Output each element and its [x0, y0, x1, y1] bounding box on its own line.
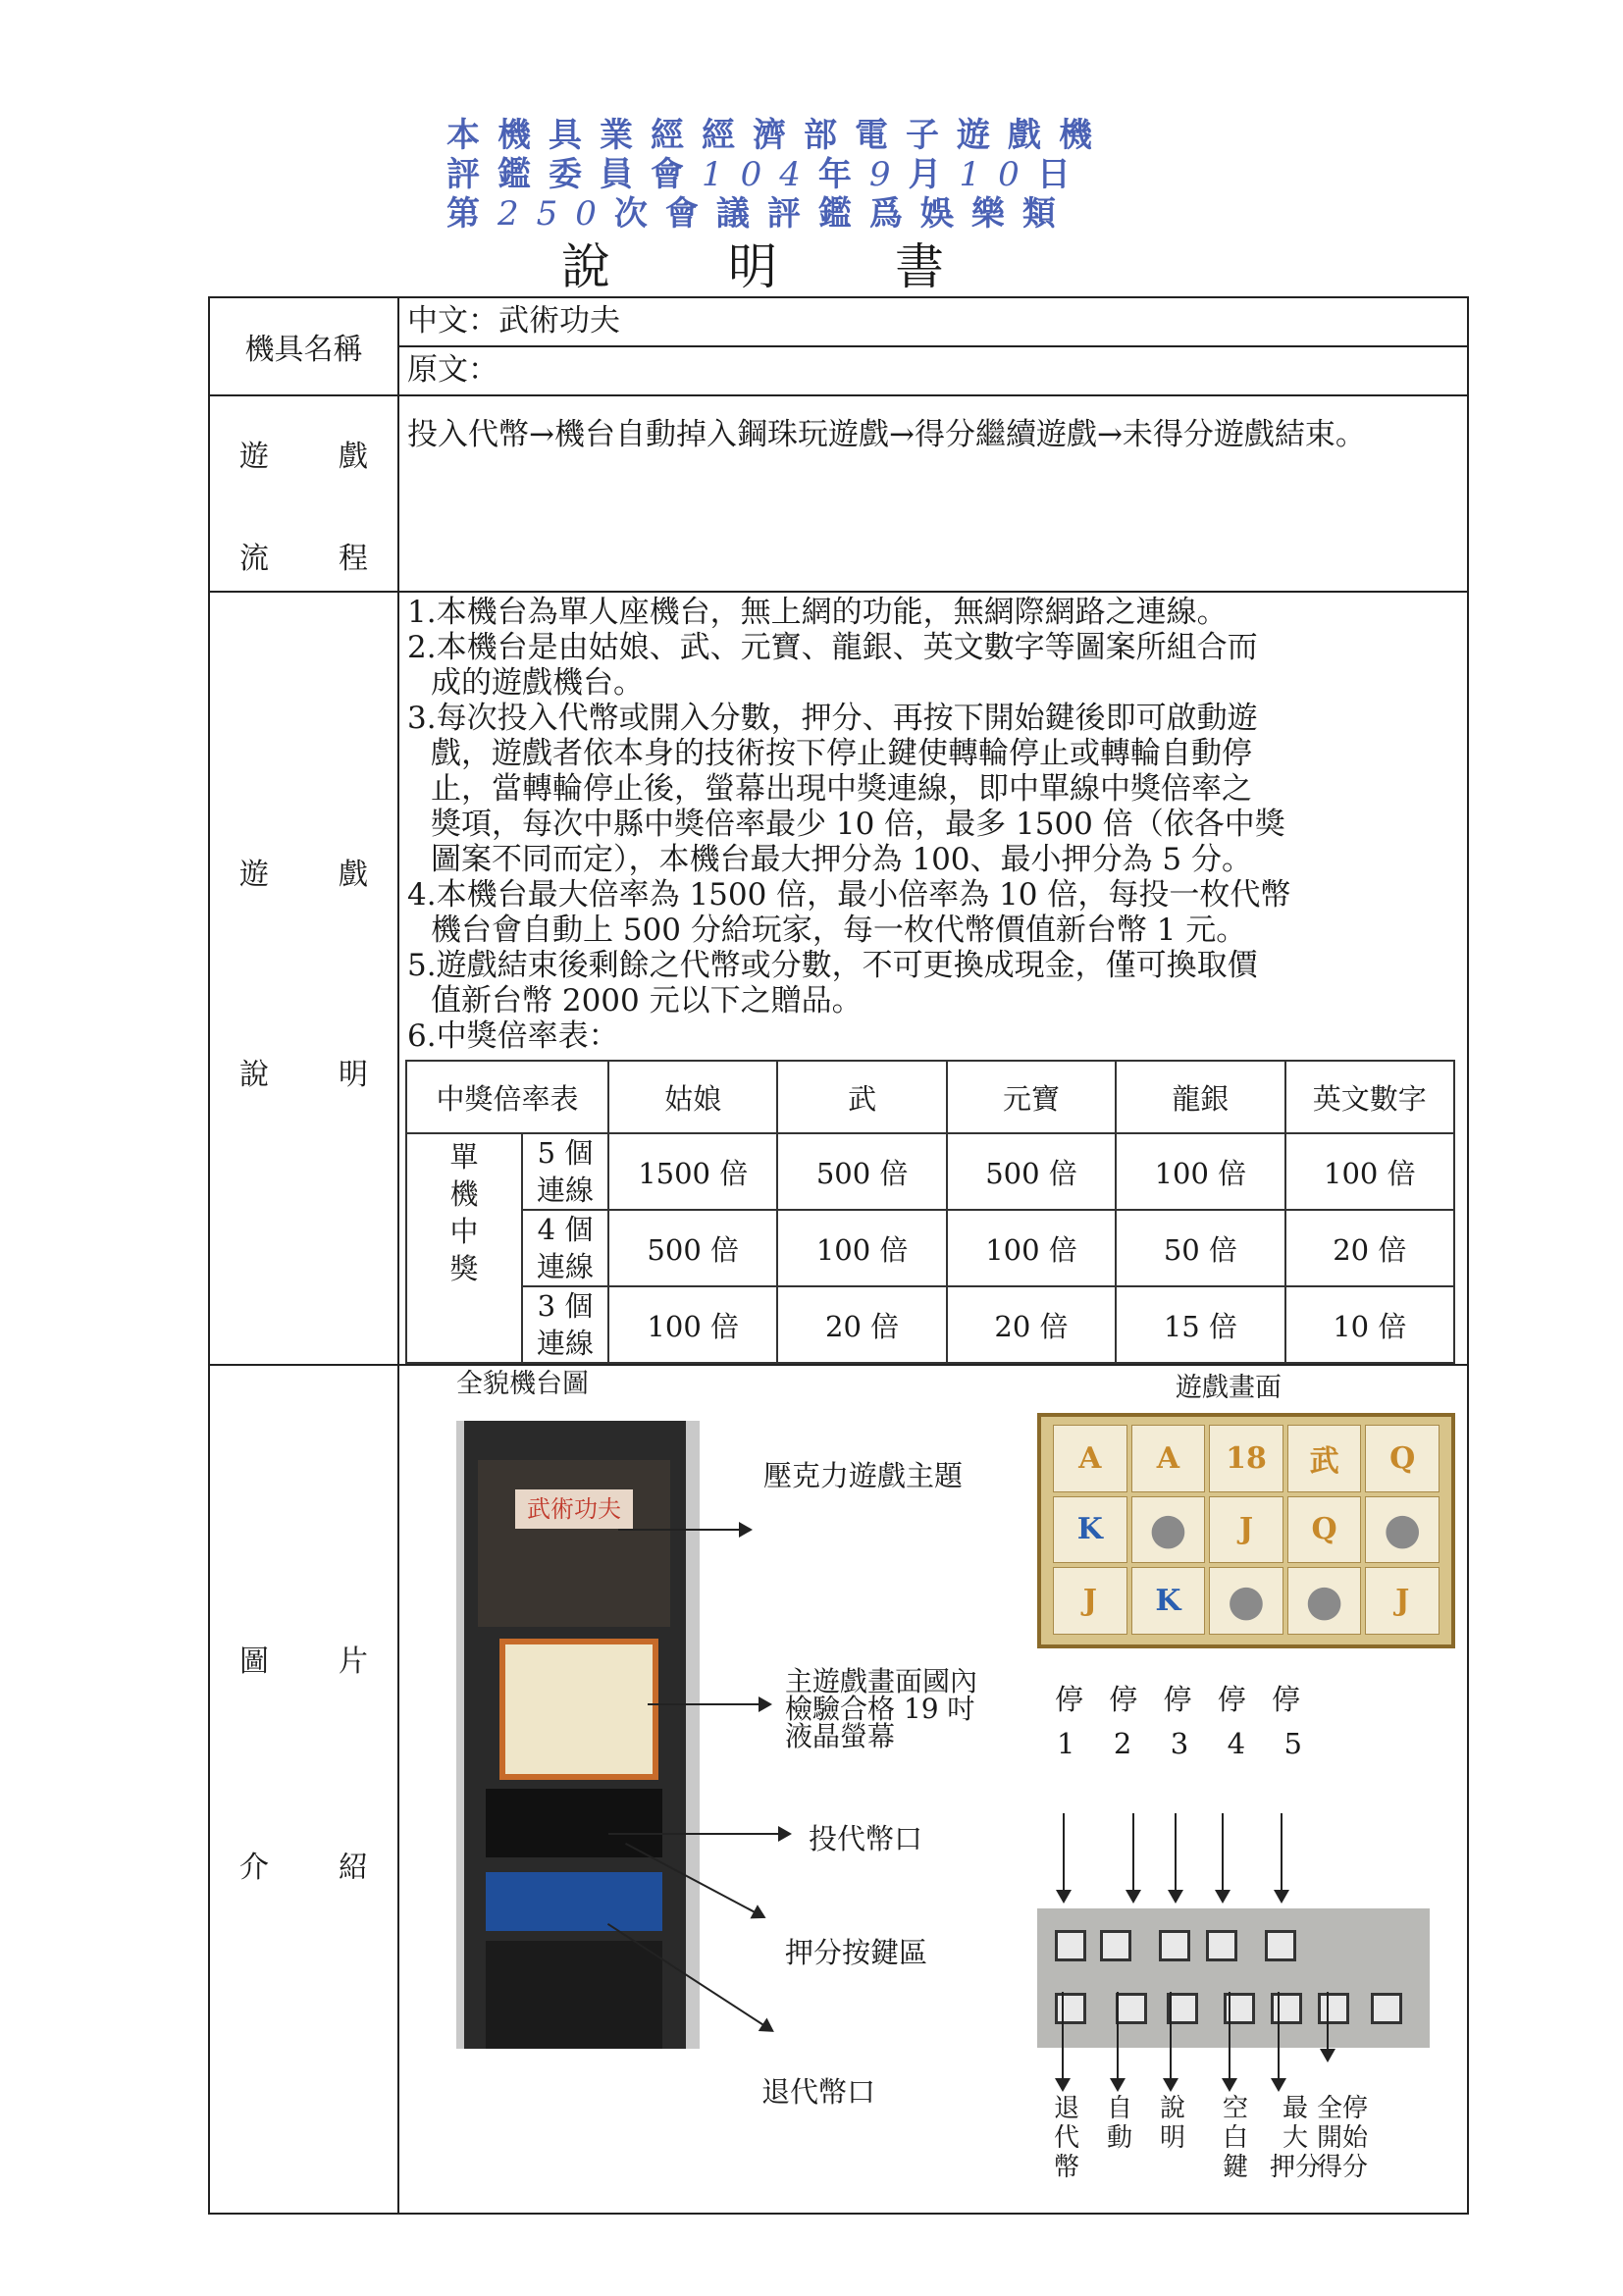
explain-item: 1.本機台為單人座機台，無上網的功能，無網際網路之連線。 — [407, 595, 1228, 630]
explain-item: 2.本機台是由姑娘、武、元寶、龍銀、英文數字等圖案所組合而 — [407, 630, 1258, 665]
pictures-label-cell — [209, 1365, 398, 2214]
flow-cell — [398, 395, 1468, 592]
button-arrow — [1117, 1992, 1119, 2090]
odds-cell: 20 倍 — [947, 1286, 1116, 1363]
original-name-cell — [398, 346, 1468, 395]
reel-symbol: J — [1053, 1567, 1127, 1635]
odds-header-col: 龍銀 — [1116, 1061, 1284, 1133]
reel-symbol: Q — [1287, 1496, 1362, 1564]
button-arrow — [1229, 1992, 1230, 2090]
odds-cell: 100 倍 — [947, 1210, 1116, 1286]
explain-list — [399, 593, 1467, 1054]
callout-coin-in: 投代幣口 — [809, 1822, 923, 1855]
explain-item: 4.本機台最大倍率為 1500 倍，最小倍率為 10 倍，每投一枚代幣 — [407, 877, 1291, 913]
machine-button — [1206, 1930, 1237, 1961]
stop-arrow — [1063, 1813, 1065, 1902]
reel-grid — [1053, 1425, 1440, 1635]
button-label: 自 動 — [1106, 2094, 1132, 2153]
machine-button — [1371, 1993, 1402, 2024]
explain-label-cell — [209, 592, 398, 1365]
machine-button — [1271, 1993, 1302, 2024]
cabinet-screen — [499, 1639, 658, 1780]
odds-header-col: 武 — [777, 1061, 946, 1133]
callout-screen: 主遊戲畫面國內 檢驗合格 19 吋 液晶螢幕 — [785, 1665, 978, 1752]
stamp-month: 9 — [868, 155, 909, 194]
button-panel-photo — [1037, 1908, 1430, 2048]
machine-name-label-cell — [209, 297, 398, 395]
explain-item: 戲，遊戲者依本身的技術按下停止鍵使轉輪停止或轉輪自動停 — [431, 736, 1252, 771]
odds-cell: 100 倍 — [1285, 1133, 1454, 1210]
stamp-line-3: 第250次會議評鑑爲娛樂類 — [446, 194, 1073, 234]
reel-symbol: K — [1053, 1496, 1127, 1564]
reel-symbol: 18 — [1209, 1425, 1283, 1492]
caption-game-screen: 遊戲畫面 — [1176, 1373, 1282, 1403]
odds-header-title: 中獎倍率表 — [406, 1061, 608, 1133]
explain-item: 獎項，每次中縣中獎倍率最少 10 倍，最多 1500 倍（依各中獎 — [431, 807, 1285, 842]
odds-header-col: 姑娘 — [608, 1061, 777, 1133]
odds-cell: 500 倍 — [947, 1133, 1116, 1210]
explain-item: 成的遊戲機台。 — [431, 665, 644, 701]
stamp-day: 10 — [959, 155, 1037, 194]
odds-cell: 15 倍 — [1116, 1286, 1284, 1363]
button-arrow — [1170, 1992, 1172, 2090]
stamp-meeting-number: 250 — [497, 194, 614, 234]
explain-cell — [398, 592, 1468, 1365]
stop-arrow — [1281, 1813, 1283, 1902]
odds-row-label: 5 個 連線 — [522, 1133, 608, 1210]
callout-arrow — [608, 1833, 790, 1835]
stamp-year: 104 — [702, 155, 818, 194]
button-label: 最 大 押分 — [1269, 2094, 1321, 2182]
reel-symbol: K — [1131, 1567, 1206, 1635]
explain-label-top: 遊 戲 — [239, 858, 368, 892]
callout-arrow — [648, 1703, 770, 1705]
odds-cell: 500 倍 — [777, 1133, 946, 1210]
machine-button — [1159, 1930, 1190, 1961]
odds-table — [405, 1060, 1455, 1364]
button-arrow — [1062, 1992, 1064, 2090]
chinese-name: 中文：武術功夫 — [407, 303, 620, 339]
odds-header-col: 元寶 — [947, 1061, 1116, 1133]
machine-button — [1265, 1930, 1296, 1961]
odds-cell: 1500 倍 — [608, 1133, 777, 1210]
button-arrow — [1327, 1992, 1329, 2061]
button-arrow — [1278, 1992, 1280, 2090]
explain-item: 圖案不同而定），本機台最大押分為 100、最小押分為 5 分。 — [431, 842, 1252, 877]
explain-item: 機台會自動上 500 分給玩家，每一枚代幣價值新台幣 1 元。 — [431, 913, 1247, 948]
odds-cell: 100 倍 — [608, 1286, 777, 1363]
odds-row-label: 3 個 連線 — [522, 1286, 608, 1363]
odds-cell: 10 倍 — [1285, 1286, 1454, 1363]
cabinet-photo — [456, 1421, 700, 2049]
button-label: 說 明 — [1159, 2094, 1185, 2153]
stop-arrow — [1175, 1813, 1177, 1902]
machine-name-label: 機具名稱 — [244, 333, 363, 367]
odds-cell: 100 倍 — [1116, 1133, 1284, 1210]
chinese-name-cell — [398, 297, 1468, 346]
approval-stamp — [446, 116, 1153, 234]
explain-item: 5.遊戲結束後剩餘之代幣或分數，不可更換成現金，僅可換取價 — [407, 948, 1258, 983]
reel-symbol: Q — [1365, 1425, 1440, 1492]
stop-arrow — [1132, 1813, 1134, 1902]
flow-label-cell — [209, 395, 398, 592]
odds-cell: 50 倍 — [1116, 1210, 1284, 1286]
explain-item: 3.每次投入代幣或開入分數，押分、再按下開始鍵後即可啟動遊 — [407, 701, 1258, 736]
callout-arrow — [618, 1529, 751, 1531]
button-label: 全停 開始 得分 — [1316, 2094, 1368, 2182]
odds-cell: 20 倍 — [1285, 1210, 1454, 1286]
callout-acrylic: 壓克力遊戲主題 — [763, 1459, 964, 1492]
odds-header-col: 英文數字 — [1285, 1061, 1454, 1133]
machine-button — [1055, 1993, 1086, 2024]
explain-label-bottom: 說 明 — [239, 1058, 368, 1092]
machine-button — [1318, 1993, 1349, 2024]
stop-labels: 停 停 停 停 停 — [1055, 1683, 1300, 1716]
odds-row-label: 4 個 連線 — [522, 1210, 608, 1286]
original-name: 原文： — [407, 352, 498, 388]
reel-symbol: J — [1365, 1567, 1440, 1635]
explain-item: 值新台幣 2000 元以下之贈品。 — [431, 983, 863, 1018]
machine-button — [1055, 1930, 1086, 1961]
button-label: 空 白 鍵 — [1222, 2094, 1248, 2182]
odds-cell: 20 倍 — [777, 1286, 946, 1363]
flow-text: 投入代幣→機台自動掉入鋼珠玩遊戲→得分繼續遊戲→未得分遊戲結束。 — [407, 417, 1366, 452]
stamp-line-1: 本機具業經經濟部電子遊戲機 — [446, 116, 1110, 155]
game-screen-photo — [1037, 1413, 1455, 1648]
stop-numbers: 1 2 3 4 5 — [1057, 1727, 1302, 1760]
stamp-line-2: 評鑑委員會104年9月10日 — [446, 155, 1088, 194]
document-title: 說明書 — [561, 238, 1062, 295]
pictures-label-top: 圖 片 — [239, 1644, 368, 1679]
reel-symbol: ● — [1209, 1567, 1283, 1635]
reel-symbol: 武 — [1287, 1425, 1362, 1492]
machine-button — [1116, 1993, 1147, 2024]
reel-symbol: ● — [1365, 1496, 1440, 1564]
explain-item: 6.中獎倍率表： — [407, 1018, 619, 1054]
reel-symbol: J — [1209, 1496, 1283, 1564]
button-label: 退 代 幣 — [1053, 2094, 1079, 2182]
cabinet-sign: 武術功夫 — [515, 1489, 633, 1529]
cabinet-lower-panel — [486, 1872, 662, 1931]
pictures-label-bottom: 介 紹 — [239, 1851, 368, 1885]
reel-symbol: A — [1131, 1425, 1206, 1492]
odds-cell: 100 倍 — [777, 1210, 946, 1286]
machine-button — [1100, 1930, 1131, 1961]
reel-symbol: ● — [1131, 1496, 1206, 1564]
reel-symbol: ● — [1287, 1567, 1362, 1635]
caption-full-machine: 全貌機台圖 — [456, 1369, 589, 1399]
callout-bet-area: 押分按鍵區 — [785, 1936, 928, 1969]
odds-cell: 500 倍 — [608, 1210, 777, 1286]
odds-group-label: 單 機 中 獎 — [406, 1133, 522, 1363]
reel-symbol: A — [1053, 1425, 1127, 1492]
stop-arrow — [1222, 1813, 1224, 1902]
flow-label-bottom: 流 程 — [239, 542, 368, 576]
explain-item: 止，當轉輪停止後，螢幕出現中獎連線，即中單線中獎倍率之 — [431, 771, 1252, 807]
callout-coin-out: 退代幣口 — [761, 2075, 876, 2109]
flow-label-top: 遊 戲 — [239, 440, 368, 474]
